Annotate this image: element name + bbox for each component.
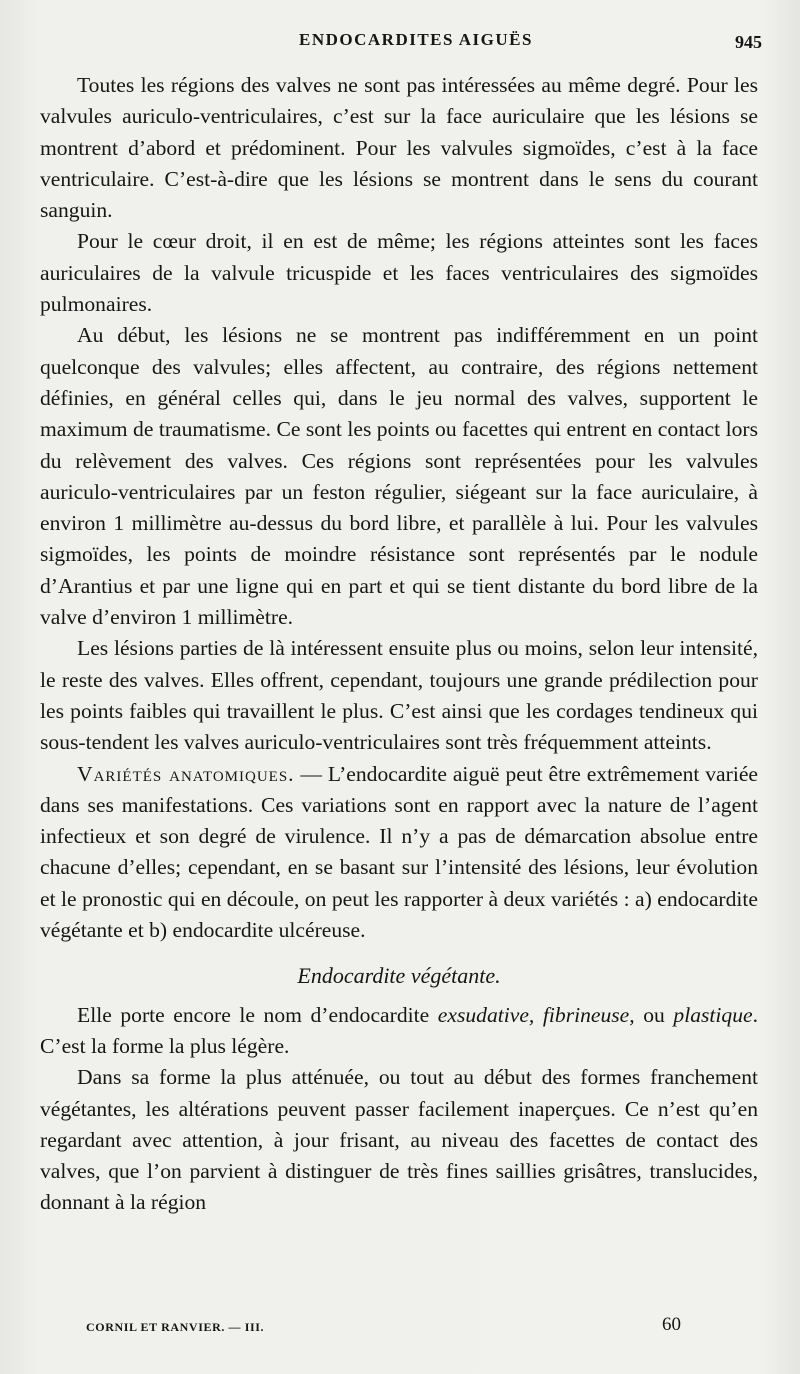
paragraph-6-italic-d: plastique (673, 1002, 753, 1027)
subheading: Endocardite végétante. (297, 963, 501, 989)
paragraph-2: Pour le cœur droit, il en est de même; les régions atteintes sont les faces auriculaires de la valvule tricuspide et les faces ventriculaires des sigmoïdes pulmonaires. (40, 229, 758, 317)
page-number: 945 (735, 32, 762, 52)
paragraph-6-text-c: ou (634, 1002, 674, 1027)
paragraph-6-text-e: . C’est la forme la plus légère. (40, 1002, 759, 1058)
running-head (0, 30, 800, 60)
running-title: ENDOCARDITES AIGUËS (299, 30, 533, 49)
paragraph-5-text: — L’endocardite aiguë peut être extrêmement variée dans ses manifestations. Ces variations sont en rapport avec la nature de l’agent infectieux et son degré de virulence. Il n’y a pas de démarcation absolue entre chacune d’elles; cependant, en se basant sur l’intensité des lésions, leur évolution et le pronostic qui en découle, on peut les rapporter à deux variétés : a) endocardite végétante et b) endocardite ulcéreuse. (40, 761, 758, 943)
paragraph-6-text-a: Elle porte encore le nom d’endocardite (77, 1002, 438, 1027)
paragraph-6 (40, 1000, 758, 1063)
paragraph-6-italic-b: exsudative, fibrineuse, (437, 1002, 635, 1027)
page-footer (0, 1314, 800, 1348)
paragraph-1: Toutes les régions des valves ne sont pas intéressées au même degré. Pour les valvules auriculo-ventriculaires, c’est sur la face auriculaire que les lésions se montrent d’abord et prédominent. Pour les valvules sigmoïdes, c’est à la face ventriculaire. C’est-à-dire que les lésions se montrent dans le sens du courant sanguin. (40, 73, 758, 223)
section-lead: Variétés anatomiques. (77, 761, 295, 786)
paragraph-7: Dans sa forme la plus atténuée, ou tout au début des formes franchement végétantes, les altérations peuvent passer facilement inaperçues. Ce n’est qu’en regardant avec attention, à jour frisant, au niveau des facettes de contact des valves, que l’on parvient à distinguer de très fines saillies grisâtres, translucides, donnant à la région (40, 1065, 758, 1215)
printer-signature: CORNIL ET RANVIER. — III. (86, 1320, 265, 1334)
paragraph-4: Les lésions parties de là intéressent ensuite plus ou moins, selon leur intensité, le reste des valves. Elles offrent, cependant, toujours une grande prédilection pour les points faibles qui travaillent le plus. C’est ainsi que les cordages tendineux qui sous-tendent les valves auriculo-ventriculaires sont très fréquemment atteints. (40, 636, 758, 755)
paragraph-5 (40, 759, 758, 947)
sheet-number: 60 (662, 1314, 681, 1335)
body-text (40, 70, 758, 1219)
paragraph-3: Au début, les lésions ne se montrent pas indifféremment en un point quelconque des valvules; elles affectent, au contraire, des régions nettement définies, en général celles qui, dans le jeu normal des valves, supportent le maximum de traumatisme. Ce sont les points ou facettes qui entrent en contact lors du relèvement des valves. Ces régions sont représentées pour les valvules auriculo-ventriculaires par un feston régulier, siégeant sur la face auriculaire, à environ 1 millimètre au-dessus du bord libre, et parallèle à lui. Pour les valvules sigmoïdes, les points de moindre résistance sont représentés par le nodule d’Arantius et par une ligne qui en part et qui se tient distante du bord libre de la valve d’environ 1 millimètre. (40, 323, 758, 630)
